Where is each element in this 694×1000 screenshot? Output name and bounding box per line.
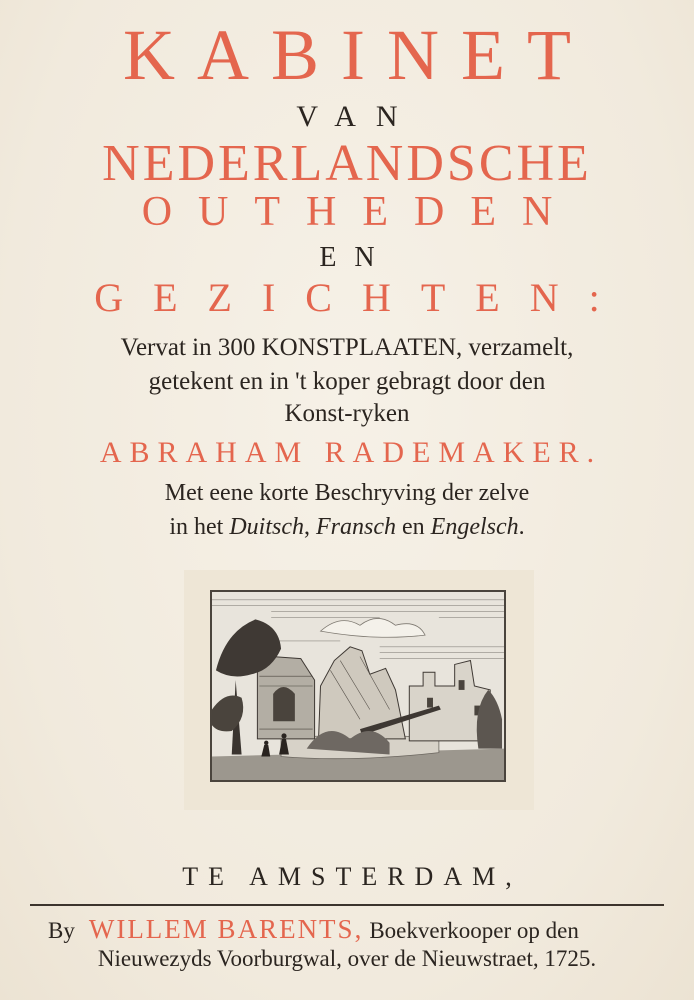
language-duitsch: Duitsch (229, 514, 305, 540)
ruin-landscape-engraving-icon (210, 590, 506, 782)
subtitle-line-2: getekent en in 't koper gebragt door den (148, 368, 546, 395)
title-kabinet: KABINET (123, 15, 593, 95)
title-gezichten: GEZICHTEN: (94, 275, 630, 320)
imprint-rule (30, 904, 664, 906)
title-nederlandsche: NEDERLANDSCHE (102, 135, 592, 192)
title-en: EN (319, 242, 393, 273)
description-prefix: in het (169, 514, 230, 540)
description-line-1: Met eene korte Beschryving der zelve (164, 480, 530, 506)
title-van: VAN (296, 100, 418, 133)
author-name: ABRAHAM RADEMAKER. (99, 436, 603, 469)
subtitle-line-3: Konst-ryken (284, 400, 410, 427)
description-end: . (518, 514, 525, 540)
description-line-2 (0, 514, 694, 541)
publisher-name: WILLEM BARENTS, (88, 914, 364, 944)
publisher-trade: Boekverkooper op den (369, 918, 579, 943)
description-sep-1: , (304, 514, 317, 540)
imprint-address: Nieuwezyds Voorburgwal, over de Nieuwstraet, 1725. (97, 946, 597, 971)
language-fransch: Fransch (316, 514, 397, 540)
title-outheden: OUTHEDEN (141, 189, 579, 235)
imprint-line-1 (0, 914, 694, 945)
imprint-by: By (48, 918, 75, 943)
language-engelsch: Engelsch (430, 514, 519, 540)
subtitle-line-1: Vervat in 300 KONSTPLAATEN, verzamelt, (120, 334, 574, 361)
imprint-city: TE AMSTERDAM, (182, 862, 522, 891)
description-sep-2: en (396, 514, 431, 540)
